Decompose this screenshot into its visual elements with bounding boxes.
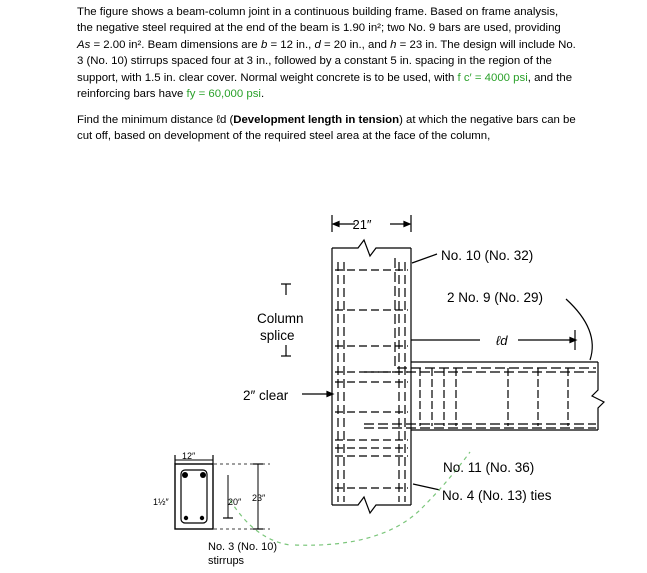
problem-statement: The figure shows a beam-column joint in a continuous building frame. Based on frame analysis, the negative steel required at the end of the beam is 1.90 in²; two No. 9 bars are used, providing As = 2.00 in². Beam dimensions are b = 12 in., d = 20 in., and h = 23 in. The design will include No. 3 (No. 10) stirrups spaced four at 3 in., followed by a constant 5 in. spacing in the region of the support, with 1.5 in. clear cover. Normal weight concrete is to be used, with f c′ = 4000 psi, and the reinforcing bars have fy = 60,000 psi. [77, 6, 576, 101]
ld-label: ℓd [496, 333, 508, 348]
no4-ties-label: No. 4 (No. 13) ties [442, 488, 552, 503]
beam-column-joint-figure [0, 205, 647, 573]
column-ties [335, 270, 408, 488]
clear-cover-label: 2″ clear [243, 388, 289, 403]
section-bars [182, 472, 206, 520]
top-dim-label: 21″ [352, 217, 372, 232]
green-leaders [230, 452, 470, 545]
section-width-label: 12″ [182, 451, 196, 461]
no10-label: No. 10 (No. 32) [441, 248, 534, 263]
no9-label: 2 No. 9 (No. 29) [447, 290, 544, 305]
section-d-label: 20″ [228, 497, 242, 507]
no3-label: No. 3 (No. 10) [208, 541, 278, 553]
ld-dimension [411, 330, 576, 350]
section-cover-label: 1½″ [153, 497, 169, 507]
beam-stirrups [420, 368, 568, 426]
question-statement: Find the minimum distance ℓd (Development length in tension) at which the negative bars can be cut off, based on development of the required steel area at the face of the column, [77, 114, 576, 143]
no11-label: No. 11 (No. 36) [443, 460, 535, 475]
column-splice-label: Column [257, 311, 304, 326]
fc-value: f c′ = 4000 psi [457, 71, 528, 84]
fy-value: fy = 60,000 psi [186, 88, 261, 101]
beam-cross-section [175, 455, 270, 529]
column-splice-label-2: splice [260, 328, 295, 343]
no3-label-2: stirrups [208, 555, 245, 567]
section-h-label: 23″ [252, 493, 266, 503]
